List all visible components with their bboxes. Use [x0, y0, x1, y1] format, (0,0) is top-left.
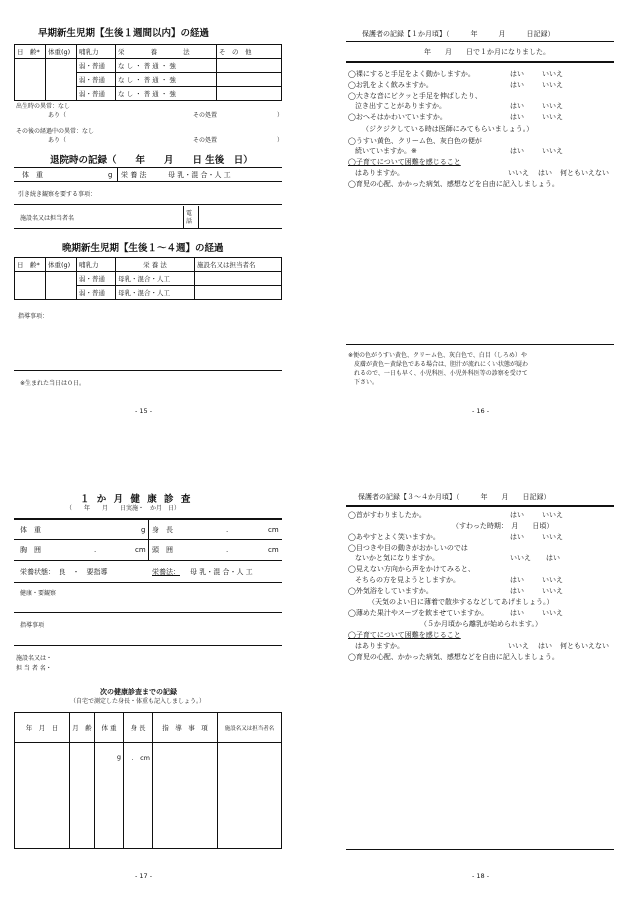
p18-title: 保護者の記録【３～４か月頃】（ 年 月 日記録） [358, 493, 551, 501]
col-weight: 体重(g) [46, 45, 77, 59]
suck-opts[interactable]: 弱・普通 [77, 73, 116, 87]
early-neonatal-table [14, 44, 282, 101]
discharge-nutrition[interactable]: 母 乳・混 合・人 工 [168, 171, 231, 179]
nutr-opts[interactable]: な し ・ 普 通 ・ 強 [116, 87, 217, 101]
col-nutr: 栄 養 法 [116, 45, 217, 59]
col-suck: 哺乳力 [77, 45, 116, 59]
nutr-opts[interactable]: な し ・ 普 通 ・ 強 [116, 59, 217, 73]
record-table: 年 月 日 月 齢 体 重 身 長 指 導 事 項 施設名又は担当者名 g . cm [14, 712, 282, 849]
course-abnormal: その後の経過中の異常：なし [16, 128, 95, 135]
page-number: - 15 - [135, 407, 153, 415]
page-number: - 18 - [472, 872, 490, 880]
p16-title: 保護者の記録【１か月頃】（ 年 月 日記録） [362, 30, 555, 38]
page-number: - 16 - [472, 407, 490, 415]
late-neonatal-table: 日 齢* 体重(g) 哺乳力 栄 養 法 施設名又は担当者名 弱・普通 母乳・混合・人工 弱・普通 母乳・混合・人工 [14, 257, 282, 300]
col-day: 日 齢* [15, 45, 46, 59]
col-other: そ の 他 [217, 45, 282, 59]
late-neonatal-title: 晩期新生児期【生後１～４週】の経過 [62, 243, 224, 254]
suck-opts[interactable]: 弱・普通 [77, 87, 116, 101]
next-record-title: 次の健康診査までの記録 [100, 688, 177, 696]
page-number: - 17 - [135, 872, 153, 880]
nutr-opts[interactable]: な し ・ 普 通 ・ 強 [116, 73, 217, 87]
early-neonatal-title: 早期新生児期【生後１週間以内】の経過 [38, 28, 210, 39]
suck-opts[interactable]: 弱・普通 [77, 59, 116, 73]
one-month-checkup-title: １ か 月 健 康 診 査 [80, 494, 193, 505]
discharge-title: 退院時の記録（ 年 月 日 生後 日） [50, 155, 253, 166]
birth-abnormal: 出生時の異常：なし [16, 103, 71, 110]
